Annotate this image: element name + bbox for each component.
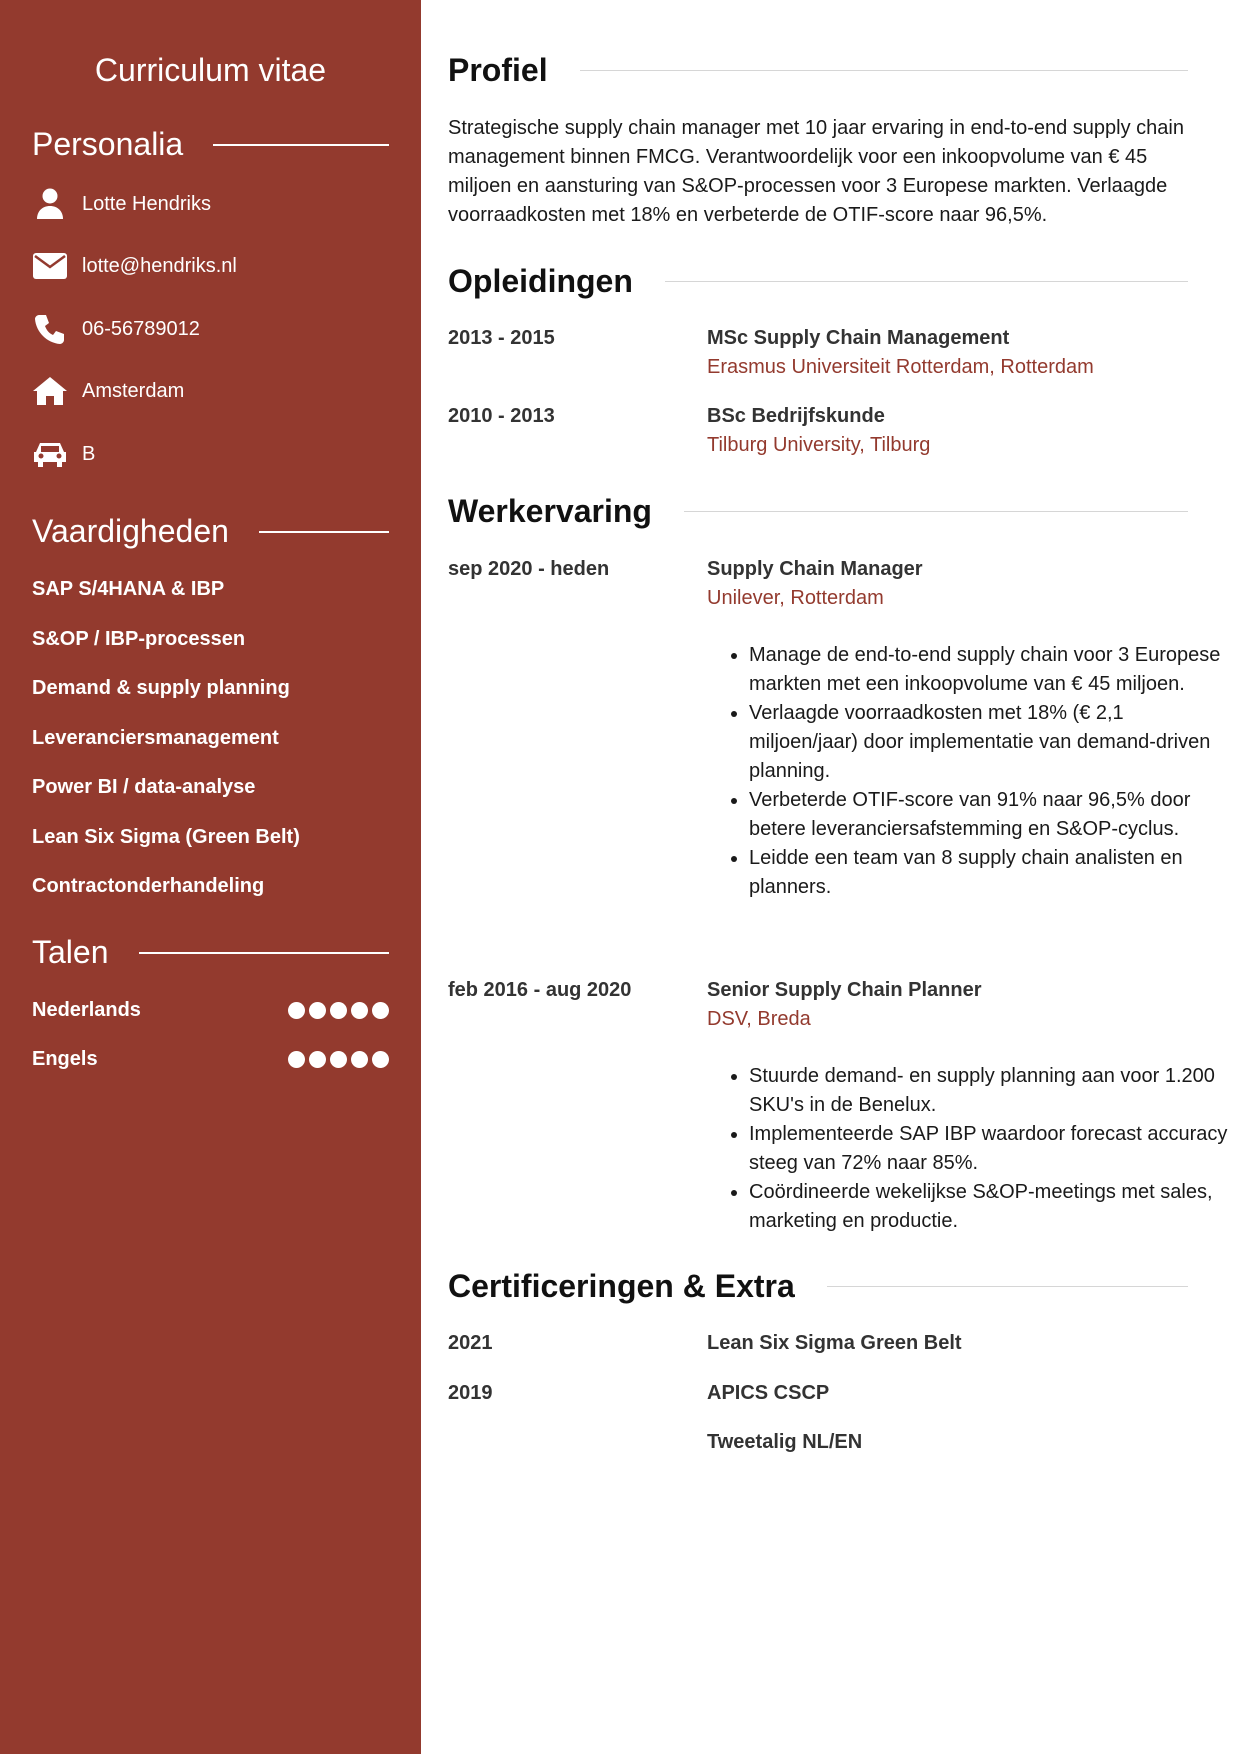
profile-heading-label: Profiel — [448, 52, 548, 88]
experience-bullets — [707, 641, 1229, 902]
experience-period: feb 2016 - aug 2020 — [448, 979, 632, 1001]
experience-bullets — [707, 1062, 1229, 1236]
skill-item: Leveranciersmanagement — [32, 727, 279, 749]
education-heading — [448, 263, 1188, 300]
level-dot — [330, 1051, 347, 1068]
contact-phone[interactable] — [32, 311, 200, 347]
certification-year: 2021 — [448, 1332, 493, 1354]
contact-license — [32, 436, 95, 472]
level-dot — [372, 1051, 389, 1068]
envelope-icon — [32, 248, 68, 284]
sidebar — [0, 0, 421, 1754]
heading-divider — [259, 531, 389, 533]
language-level-dots — [288, 1002, 389, 1019]
certifications-heading — [448, 1268, 1188, 1305]
languages-heading-label: Talen — [32, 934, 109, 970]
level-dot — [351, 1051, 368, 1068]
cv-title: Curriculum vitae — [94, 52, 327, 88]
level-dot — [288, 1051, 305, 1068]
list-item: • Leidde een team van 8 supply chain analisten en planners. — [749, 844, 1229, 902]
profile-heading — [448, 52, 1188, 89]
list-item: • Verbeterde OTIF-score van 91% naar 96,5% door betere leveranciersafstemming en S&OP-cyclus. — [749, 786, 1229, 844]
list-item: • Stuurde demand- en supply planning aan voor 1.200 SKU's in de Benelux. — [749, 1062, 1229, 1120]
heading-divider — [684, 511, 1188, 512]
level-dot — [372, 1002, 389, 1019]
experience-title: Supply Chain Manager — [707, 558, 923, 580]
contact-email[interactable] — [32, 248, 237, 284]
car-icon — [32, 436, 68, 472]
contact-city — [32, 373, 184, 409]
level-dot — [309, 1051, 326, 1068]
heading-divider — [139, 952, 390, 954]
experience-heading-label: Werkervaring — [448, 493, 652, 529]
education-period: 2013 - 2015 — [448, 327, 555, 349]
heading-divider — [665, 281, 1188, 282]
language-name: Nederlands — [32, 999, 141, 1021]
education-place: Erasmus Universiteit Rotterdam, Rotterdam — [707, 356, 1094, 378]
education-title: BSc Bedrijfskunde — [707, 405, 885, 427]
skill-item: Power BI / data-analyse — [32, 776, 256, 798]
skill-item: S&OP / IBP-processen — [32, 628, 246, 650]
languages-heading — [32, 934, 389, 971]
list-item: • Coördineerde wekelijkse S&OP-meetings met sales, marketing en productie. — [749, 1178, 1229, 1236]
personalia-heading — [32, 126, 389, 163]
skill-item: Contractonderhandeling — [32, 875, 265, 897]
skill-item: SAP S/4HANA & IBP — [32, 578, 225, 600]
level-dot — [351, 1002, 368, 1019]
personalia-heading-label: Personalia — [32, 126, 184, 162]
contact-license-text: B — [82, 442, 96, 465]
contact-name — [32, 186, 211, 222]
skill-item: Lean Six Sigma (Green Belt) — [32, 826, 300, 848]
level-dot — [330, 1002, 347, 1019]
profile-text: Strategische supply chain manager met 10 jaar ervaring in end-to-end supply chain management binnen FMCG. Verantwoordelijk voor een inkoopvolume van € 45 miljoen en aansturing van S&OP-processen voor 3 Europese markten. Verlaagde voorraadkosten met 18% en verbeterde de OTIF-score naar 96,5%. — [448, 117, 1184, 226]
user-icon — [32, 186, 68, 222]
list-item: • Manage de end-to-end supply chain voor 3 Europese markten met een inkoopvolume van € 45 miljoen. — [749, 641, 1229, 699]
certification-title: APICS CSCP — [707, 1382, 830, 1404]
language-row — [32, 999, 389, 1022]
level-dot — [309, 1002, 326, 1019]
level-dot — [288, 1002, 305, 1019]
experience-title: Senior Supply Chain Planner — [707, 979, 982, 1001]
heading-divider — [580, 70, 1188, 71]
experience-place: Unilever, Rotterdam — [707, 587, 884, 609]
education-place: Tilburg University, Tilburg — [707, 434, 931, 456]
certifications-heading-label: Certificeringen & Extra — [448, 1268, 795, 1304]
heading-divider — [213, 144, 389, 146]
list-item: • Verlaagde voorraadkosten met 18% (€ 2,1 miljoen/jaar) door implementatie van demand-driven planning. — [749, 699, 1229, 786]
home-icon — [32, 373, 68, 409]
education-heading-label: Opleidingen — [448, 263, 633, 299]
language-row — [32, 1048, 389, 1071]
experience-place: DSV, Breda — [707, 1008, 811, 1030]
skills-heading — [32, 513, 389, 550]
experience-heading — [448, 493, 1188, 530]
skill-item: Demand & supply planning — [32, 677, 290, 699]
education-title: MSc Supply Chain Management — [707, 327, 1010, 349]
contact-city-text: Amsterdam — [82, 379, 185, 402]
contact-email-text[interactable]: lotte@hendriks.nl — [82, 254, 237, 277]
certification-title: Tweetalig NL/EN — [707, 1431, 863, 1453]
language-level-dots — [288, 1051, 389, 1068]
phone-icon — [32, 311, 68, 347]
certification-title: Lean Six Sigma Green Belt — [707, 1332, 962, 1354]
contact-phone-text[interactable]: 06-56789012 — [82, 317, 200, 340]
contact-name-text: Lotte Hendriks — [82, 192, 211, 215]
experience-period: sep 2020 - heden — [448, 558, 610, 580]
certification-year: 2019 — [448, 1382, 493, 1404]
heading-divider — [827, 1286, 1188, 1287]
skills-heading-label: Vaardigheden — [32, 513, 229, 549]
education-period: 2010 - 2013 — [448, 405, 555, 427]
language-name: Engels — [32, 1048, 98, 1070]
list-item: • Implementeerde SAP IBP waardoor forecast accuracy steeg van 72% naar 85%. — [749, 1120, 1229, 1178]
